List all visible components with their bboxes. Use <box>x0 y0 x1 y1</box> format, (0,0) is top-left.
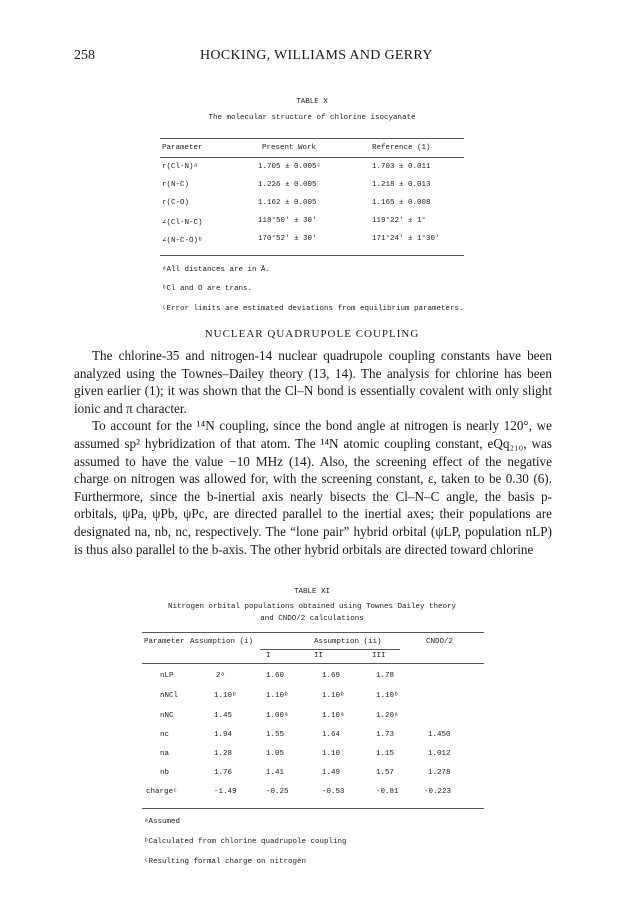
table-10-header-parameter: Parameter <box>162 144 203 152</box>
table-11-cell-param: nc <box>160 731 170 739</box>
table-11-cell-I: 1.05 <box>266 750 285 758</box>
table-11-cell-cndo: 1.278 <box>428 769 451 777</box>
table-11-cell-param: nNCl <box>160 692 179 700</box>
table-11-cell-I: 1.41 <box>266 769 285 777</box>
table-11-header-rule <box>142 663 484 664</box>
table-11-header-parameter: Parameter <box>144 638 185 646</box>
table-11-footnote-a: ᵃAssumed <box>144 818 181 826</box>
body-text <box>74 347 552 558</box>
table-11-cell-assumption-i: -1.49 <box>214 788 237 796</box>
table-10-cell-ref: 1.218 ± 0.013 <box>372 181 431 189</box>
table-11-cell-III: 1.10ᵇ <box>376 692 399 700</box>
table-11-footnote-c: ᶜResulting formal charge on nitrogen <box>144 858 307 866</box>
table-10-cell-present: 1.705 ± 0.005ᶜ <box>258 163 322 171</box>
table-10-cell-param: ∠(N-C-O)ᵇ <box>162 237 203 245</box>
table-11-cell-I: -0.25 <box>266 788 289 796</box>
table-11-cell-III: 1.78 <box>376 672 395 680</box>
paragraph: The chlorine-35 and nitrogen-14 nuclear quadrupole coupling constants have been analyzed using the Townes–Dailey theory (13, 14). The analysis for chlorine has been given earlier (1); it was shown that the Cl–N bond is essentially covalent with only slight ionic and π character. <box>74 348 552 416</box>
table-11-footnote-b: ᵇCalculated from chlorine quadrupole coupling <box>144 838 347 846</box>
table-11-cell-param: chargeᶜ <box>146 788 178 796</box>
table-10-header-present: Present Work <box>262 144 317 152</box>
table-11-bottom-rule <box>142 808 484 809</box>
table-10-cell-present: 118°50' ± 30' <box>258 217 317 225</box>
table-11-header-assumption-ii: Assumption (ii) <box>314 638 382 646</box>
table-11-cell-cndo: 1.450 <box>428 731 451 739</box>
table-10-footnote-c: ᶜError limits are estimated deviations from equilibrium parameters. <box>162 305 464 313</box>
section-heading: NUCLEAR QUADRUPOLE COUPLING <box>204 328 420 340</box>
table-11-cell-II: 1.10ᵃ <box>322 712 345 720</box>
table-11-title-line2: and CNDO/2 calculations <box>260 615 364 623</box>
table-11-cell-assumption-i: 1.76 <box>214 769 233 777</box>
table-10-cell-present: 170°52' ± 30' <box>258 235 317 243</box>
table-10-footnote-b: ᵇCl and O are trans. <box>162 285 253 293</box>
table-10-cell-ref: 1.703 ± 0.011 <box>372 163 431 171</box>
table-10-bottom-rule <box>160 255 464 256</box>
table-10-cell-ref: 119°22' ± 1° <box>372 217 427 225</box>
table-11-cell-II: 1.49 <box>322 769 341 777</box>
running-head: HOCKING, WILLIAMS AND GERRY <box>200 48 433 63</box>
table-10-cell-param: r(Cl-N)ᵃ <box>162 163 199 171</box>
table-11-cell-cndo: -0.223 <box>424 788 452 796</box>
table-11-cell-I: 1.60 <box>266 672 285 680</box>
table-11-subheader-I: I <box>266 652 271 660</box>
table-11-cell-assumption-i: 1.10ᵇ <box>214 692 237 700</box>
table-10-cell-ref: 1.165 ± 0.008 <box>372 199 431 207</box>
table-11-cell-III: 1.57 <box>376 769 395 777</box>
table-10-header-reference: Reference (1) <box>372 144 431 152</box>
table-11-header-cndo: CNDO/2 <box>426 638 454 646</box>
table-11-cell-II: -0.53 <box>322 788 345 796</box>
table-11-cell-III: 1.73 <box>376 731 395 739</box>
table-11-cell-II: 1.10ᵇ <box>322 692 345 700</box>
table-11-subheader-II: II <box>314 652 324 660</box>
table-11-group-rule <box>260 649 400 650</box>
table-11-cell-II: 1.64 <box>322 731 341 739</box>
table-11-cell-II: 1.10 <box>322 750 341 758</box>
table-11-cell-param: na <box>160 750 170 758</box>
table-11-cell-I: 1.00ᵃ <box>266 712 289 720</box>
table-11-cell-assumption-i: 1.45 <box>214 712 233 720</box>
table-11-cell-III: 1.15 <box>376 750 395 758</box>
table-11-subheader-III: III <box>372 652 386 660</box>
table-11-cell-param: nLP <box>160 672 174 680</box>
table-11-cell-III: 1.20ᵃ <box>376 712 399 720</box>
table-11-title-line1: Nitrogen orbital populations obtained using Townes Dailey theory <box>167 603 457 611</box>
table-10-footnote-a: ᵃAll distances are in Å. <box>162 266 271 274</box>
paragraph: To account for the ¹⁴N coupling, since the bond angle at nitrogen is nearly 120°, we assumed sp² hybridization of that atom. The ¹⁴N atomic coupling constant, eQq₂₁₀, was assumed to have the value −10 MHz (14). Also, the screening effect of the negative charge on nitrogen was allowed for, with the screening constant, ε, taken to be 0.30 (6). Furthermore, since the b-inertial axis nearly bisects the Cl–N–C angle, the basis p-orbitals, ψPa, ψPb, ψPc, are directed parallel to the inertial axes; their populations are designated na, nb, nc, respectively. The “lone pair” hybrid orbital (ψLP, population nLP) is thus also parallel to the b-axis. The other hybrid orbitals are directed toward chlorine <box>74 418 552 557</box>
table-10-header-rule <box>160 157 464 158</box>
table-11-cell-I: 1.10ᵇ <box>266 692 289 700</box>
table-11-label: TABLE XI <box>293 588 330 596</box>
table-10-top-rule <box>160 138 464 139</box>
table-11-cell-param: nNC <box>160 712 174 720</box>
page-number: 258 <box>74 48 95 63</box>
table-10-title: The molecular structure of chlorine isocyanate <box>208 114 416 122</box>
table-11-cell-II: 1.69 <box>322 672 341 680</box>
table-11-cell-cndo: 1.012 <box>428 750 451 758</box>
table-11-cell-III: -0.81 <box>376 788 399 796</box>
table-10-cell-param: r(C-O) <box>162 199 190 207</box>
table-10-label: TABLE X <box>296 98 328 106</box>
table-10-cell-param: ∠(Cl-N-C) <box>162 219 203 227</box>
table-10-cell-present: 1.226 ± 0.005 <box>258 181 317 189</box>
table-10-cell-present: 1.162 ± 0.005 <box>258 199 317 207</box>
table-10-cell-param: r(N-C) <box>162 181 190 189</box>
table-10-cell-ref: 171°24' ± 1°30' <box>372 235 440 243</box>
table-11-cell-assumption-i: 2ᵃ <box>216 672 226 680</box>
table-11-cell-assumption-i: 1.28 <box>214 750 233 758</box>
table-11-cell-param: nb <box>160 769 170 777</box>
table-11-cell-assumption-i: 1.94 <box>214 731 233 739</box>
table-11-cell-I: 1.55 <box>266 731 285 739</box>
table-11-top-rule <box>142 632 484 633</box>
table-11-header-assumption-i: Assumption (i) <box>190 638 254 646</box>
